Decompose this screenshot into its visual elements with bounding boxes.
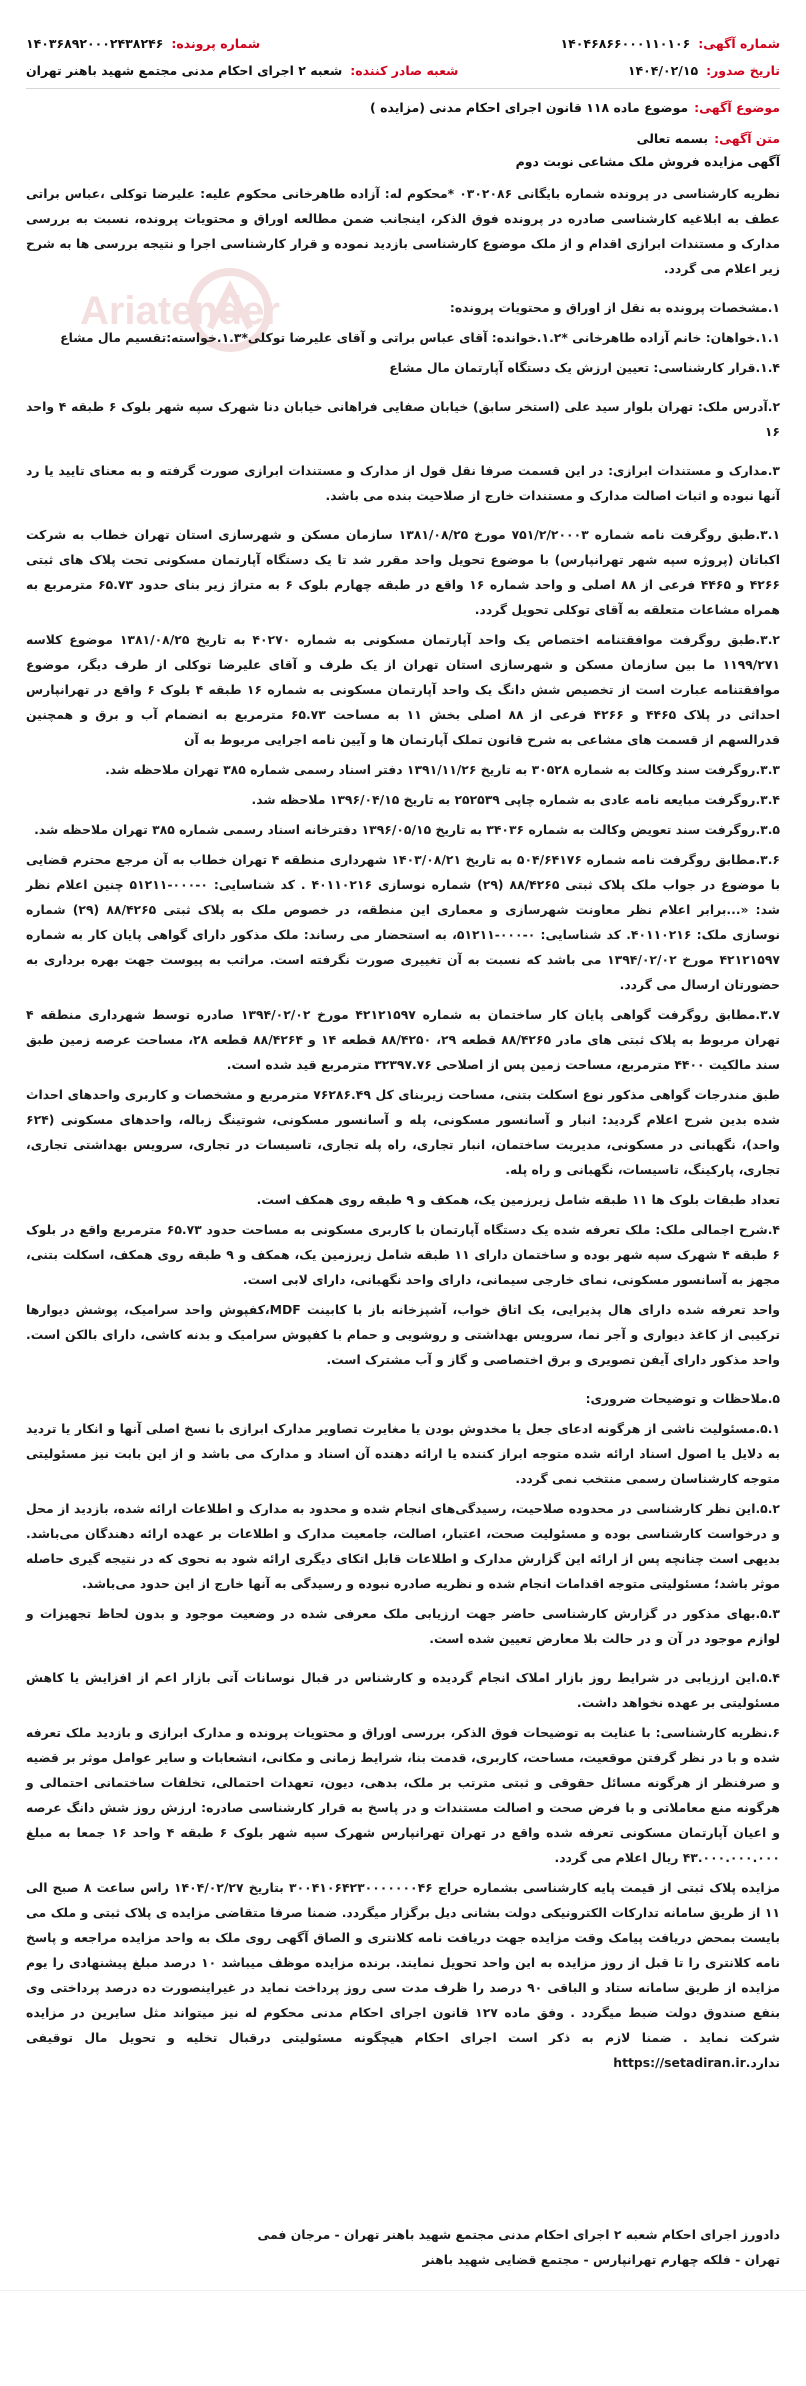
paragraph: ۵.۴.این ارزیابی در شرایط روز بازار املاک انجام گردیده و کارشناس در قبال نوسانات آتی بازار اعم از افزایش یا کاهش مسئولیتی بر عهده نخواهد داشت.: [26, 1670, 780, 1710]
paragraph: ۱.۴.قرار کارشناسی: تعیین ارزش یک دستگاه آپارتمان مال مشاع: [389, 360, 780, 375]
ad-content: [26, 181, 780, 2080]
subject-label: موضوع آگهی:: [694, 100, 780, 115]
issue-date-label: تاریخ صدور:: [706, 63, 780, 78]
issuer: [26, 63, 458, 78]
paragraph: ۳.۲.طبق روگرفت موافقتنامه اختصاص یک واحد آپارتمان مسکونی به شماره ۴۰۲۷۰ به تاریخ ۱۳۸۱/۰۸/۲۵ موضوع کلاسه ۱۱۹۹/۲۷۱ ما بین سازمان مسکن و شهرسازی استان تهران از یک طرف و آقای علیرضا توکلی از طرف دیگر، موضوع موافقتنامه عبارت است از تخصیص شش دانگ یک واحد آپارتمان مسکونی به شماره ۱۶ طبقه ۴ بلوک ۶ واقع در تهرانپارس احداثی در پلاک ۴۴۶۵ و ۴۲۶۶ فرعی از ۸۸ اصلی بخش ۱۱ به مساحت ۶۵.۷۳ مترمربع به انضمام آب و برق و همچنین قدرالسهم از قسمت های مشاعی به شرح قانون تملک آپارتمان ها و آیین نامه اجرایی مربوط به آن: [26, 632, 781, 747]
paragraph: ۳.۷.مطابق روگرفت گواهی پایان کار ساختمان به شماره ۴۲۱۲۱۵۹۷ مورخ ۱۳۹۴/۰۲/۰۲ صادره توسط شهرداری منطقه ۴ تهران مربوط به پلاک ثبتی های مادر ۸۸/۴۲۶۵ قطعه ۲۹، ۸۸/۴۲۵۰ قطعه ۱۴ و ۸۸/۴۲۶۴ قطعه ۲۸، مساحت عرصه زمین طبق سند مالکیت ۴۴۰۰ مترمربع، مساحت زمین پس از اصلاحی ۳۲۳۹۷.۷۶ مترمربع قید شده است.: [26, 1007, 780, 1072]
paragraph: ۳.۴.روگرفت مبایعه نامه عادی به شماره چاپی ۲۵۲۵۳۹ به تاریخ ۱۳۹۶/۰۴/۱۵ ملاحظه شد.: [251, 792, 780, 807]
body-opening: بسمه تعالی: [636, 131, 709, 146]
ad-body-label: [26, 131, 780, 146]
paragraph: ۳.۱.طبق روگرفت نامه شماره ۷۵۱/۲/۲۰۰۰۳ مورخ ۱۳۸۱/۰۸/۲۵ سازمان مسکن و شهرسازی استان تهران خطاب به شرکت اکباتان (پروژه سپه شهر تهرانپارس) با موضوع تحویل واحد مقرر شد تا یک دستگاه آپارتمان مسکونی تحت پلاک های ثبتی ۴۲۶۶ و ۴۴۶۵ فرعی از ۸۸ اصلی و واحد شماره ۱۶ واقع در طبقه چهارم بلوک ۶ به متراژ زیر بنای حدود ۶۵.۷۳ مترمربع به همراه مشاعات متعلقه به آقای توکلی تحویل گردد.: [26, 527, 781, 617]
paragraph: طبق مندرجات گواهی مذکور نوع اسکلت بتنی، مساحت زیربنای کل ۷۶۲۸۶.۴۹ مترمربع و مشخصات و کاربری واحدهای احداث شده بدین شرح اعلام گردید: انبار و آسانسور مسکونی، پله و آسانسور مسکونی، شوتینگ زباله، واحدهای مسکونی (۶۲۴ واحد)، نگهبانی در مسکونی، مدیریت ساختمان، انبار تجاری، راه پله تجاری، تاسیسات در تجاری، سرویس بهداشتی تجاری، تجاری، پارکینگ، تاسیسات، نگهبانی و راه پله.: [26, 1087, 780, 1177]
issue-date-value: ۱۴۰۴/۰۲/۱۵: [627, 63, 699, 78]
paragraph: ۶.نظریه کارشناسی: با عنایت به توضیحات فوق الذکر، بررسی اوراق و محتویات پرونده و مدارک ابرازی و بازدید ملک تعرفه شده و با در نظر گرفتن موقعیت، مساحت، کاربری، قدمت بنا، شرایط زمانی و مکانی، انشعابات و سایر عوامل موثر بر قضیه و صرفنظر از هرگونه مسائل حقوقی و ثبتی مترتب بر ملک، بدهی، دیون، تعهدات احتمالی، تخلفات ساختمانی احتمالی و هرگونه منع معاملاتی و با فرض صحت و اصالت مستندات و در پاسخ به قرار کارشناسی صادره: ارزش روز شش دانگ عرصه و اعیان آپارتمان مسکونی تعرفه شده واقع در تهران تهرانپارس شهرک سپه شهر بلوک ۶ طبقه ۴ واحد ۱۶ جمعا به مبلغ ۴۳.۰۰۰.۰۰۰.۰۰۰ ریال اعلام می گردد.: [26, 1725, 780, 1865]
issuer-label: شعبه صادر کننده:: [350, 63, 459, 78]
paragraph: ۳.۳.روگرفت سند وکالت به شماره ۳۰۵۲۸ به تاریخ ۱۳۹۱/۱۱/۲۶ دفتر اسناد رسمی شماره ۳۸۵ تهران ملاحظه شد.: [105, 762, 780, 777]
paragraph: ۲.آدرس ملک: تهران بلوار سید علی (استخر سابق) خیابان صفایی فراهانی خیابان دنا شهرک سپه شهر بلوک ۶ طبقه ۴ واحد ۱۶: [26, 399, 781, 439]
paragraph: واحد تعرفه شده دارای هال پذیرایی، یک اتاق خواب، آشپزخانه باز با کابینت MDF،کفپوش واحد سرامیک، پوشش دیوارها ترکیبی از کاغذ دیواری و آجر نما، سرویس بهداشتی و روشویی و حمام با کفپوش سرامیک و بدنه کاشی، دارای بالکن است. واحد مذکور دارای آیفن تصویری و برق اختصاصی و گاز و آب مشترک است.: [26, 1302, 780, 1367]
paragraph: ۱.مشخصات پرونده به نقل از اوراق و محتویات پرونده:: [449, 300, 780, 315]
ad-number-value: ۱۴۰۴۶۸۶۶۰۰۰۱۱۰۱۰۶: [560, 36, 691, 51]
paragraph: ۵.۳.بهای مذکور در گزارش کارشناسی حاضر جهت ارزیابی ملک معرفی شده در وضعیت موجود و بدون لحاظ تجهیزات و لوازم موجود در آن و در حالت بلا معارض تعیین شده است.: [26, 1606, 780, 1646]
ad-number-label: شماره آگهی:: [698, 36, 780, 51]
subject-value: موضوع ماده ۱۱۸ قانون اجرای احکام مدنی (مزایده ): [370, 100, 689, 115]
watermark-text: Ariatender: [79, 289, 280, 333]
paragraph: نظریه کارشناسی در پرونده شماره بایگانی ۰۳۰۲۰۸۶ *محکوم له: آزاده طاهرخانی محکوم علیه: علیرضا توکلی ،عباس براتی عطف به ابلاغیه کارشناسی صادره در پرونده فوق الذکر، اینجانب ضمن مطالعه اوراق و محتویات پرونده، نسبت به بررسی مدارک و مستندات ابرازی اقدام و از ملک موضوع کارشناسی بازدید نموده و قرار کارشناسی اجرا و نتیجه بررسی ها به شرح زیر اعلام می گردد.: [26, 186, 780, 276]
header-row-2: [26, 57, 780, 84]
ad-subject: [26, 100, 780, 115]
header-row-1: [26, 30, 780, 57]
signature-line-2: تهران - فلکه چهارم تهرانپارس - مجتمع قضایی شهید باهنر: [422, 2252, 780, 2267]
header-divider: [26, 88, 780, 89]
ad-number: [410, 36, 780, 51]
file-number-label: شماره پرونده:: [171, 36, 261, 51]
ad-title: آگهی مزایده فروش ملک مشاعی نوبت دوم: [515, 154, 780, 169]
paragraph: ۵.۱.مسئولیت ناشی از هرگونه ادعای جعل یا مخدوش بودن یا مغایرت تصاویر مدارک ابرازی با نسخ اصلی آنها و انکار یا تردید به دلایل یا اصول اسناد ارائه شده متوجه ابراز کننده یا ارائه دهنده آن اسناد و مدارک می باشد و از این بابت نیز مسئولیتی متوجه کارشناسان رسمی منتخب نمی گردد.: [26, 1421, 780, 1486]
paragraph: ۴.شرح اجمالی ملک: ملک تعرفه شده یک دستگاه آپارتمان با کاربری مسکونی به مساحت حدود ۶۵.۷۳ مترمربع واقع در بلوک ۶ طبقه ۴ شهرک سپه شهر بوده و ساختمان دارای ۱۱ طبقه شامل زیرزمین یک، همکف و ۹ طبقه روی همکف، اسکلت بتنی، مجهز به آسانسور مسکونی، نمای خارجی سیمانی، دارای واحد نگهبانی، دارای لابی است.: [26, 1222, 780, 1287]
paragraph: ۳.۵.روگرفت سند تعویض وکالت به شماره ۳۴۰۳۶ به تاریخ ۱۳۹۶/۰۵/۱۵ دفترخانه اسناد رسمی شماره ۳۸۵ تهران ملاحظه شد.: [34, 822, 780, 837]
paragraph: ۱.۱.خواهان: خانم آزاده طاهرخانی *۱.۲.خوانده: آقای عباس براتی و آقای علیرضا توکلی*۱.۳.خواسته:تقسیم مال مشاع: [60, 330, 780, 345]
paragraph: ۳.۶.مطابق روگرفت نامه شماره ۵۰۴/۶۴۱۷۶ به تاریخ ۱۴۰۳/۰۸/۲۱ شهرداری منطقه ۴ تهران خطاب به آن مرجع محترم قضایی با موضوع در جواب ملک پلاک ثبتی ۸۸/۴۲۶۵ (۲۹) شماره نوسازی ۴۰۱۱۰۲۱۶ . کد شناسایی: ۰-۰۰۰-۵۱۲۱۱ چنین اعلام نظر شد: «...برابر اعلام نظر معاونت شهرسازی و معماری این منطقه، در خصوص ملک به پلاک ثبتی ۸۸/۴۲۶۵ (۲۹) شماره نوسازی ملک: ۴۰۱۱۰۲۱۶. کد شناسایی: ۰-۰۰۰-۵۱۲۱۱، به استحضار می رساند: ملک مذکور دارای گواهی پایان کار به شماره ۴۲۱۲۱۵۹۷ مورخ ۱۳۹۴/۰۲/۰۲ می باشد که نسبت به آن تغییری صورت نگرفته است. مراتب به پیوست جهت بهره برداری به حضورتان ارسال می گردد.: [26, 852, 781, 992]
body-label: متن آگهی:: [714, 131, 780, 146]
paragraph: ۵.۲.این نظر کارشناسی در محدوده صلاحیت، رسیدگی‌های انجام شده و محدود به مدارک و اطلاعات ارائه شده، بازدید از محل و درخواست کارشناسی بوده و مسئولیت صحت، اعتبار، اصالت، جامعیت مدارک و اطلاعات بر عهده ارائه دهندگان می‌باشد. بدیهی است چنانچه پس از ارائه این گزارش مدارک و اطلاعات قابل اتکای دیگری ارائه شود به نحوی که در نتیجه گیری حاصله موثر باشد؛ مسئولیتی متوجه اقدامات انجام شده و نظریه صادره نبوده و رسیدگی به آنها خارج از این حدود می‌باشد.: [26, 1501, 780, 1591]
file-number: [26, 36, 260, 51]
paragraph: ۳.مدارک و مستندات ابرازی: در این قسمت صرفا نقل قول از مدارک و مستندات ابرازی صورت گرفته و به معنای تایید یا رد آنها نبوده و اثبات اصالت مدارک و مستندات خارج از صلاحیت بنده می باشد.: [26, 463, 780, 503]
bottom-divider: [0, 2290, 806, 2291]
issuer-value: شعبه ۲ اجرای احکام مدنی مجتمع شهید باهنر تهران: [26, 63, 343, 78]
ad-header: [26, 30, 780, 92]
paragraph: ۵.ملاحظات و توضیحات ضروری:: [585, 1391, 780, 1406]
signature-line-1: دادورز اجرای احکام شعبه ۲ اجرای احکام مدنی مجتمع شهید باهنر تهران - مرجان فمی: [257, 2227, 780, 2242]
paragraph: مزایده پلاک ثبتی از قیمت پایه کارشناسی بشماره حراج ۳۰۰۴۱۰۶۴۲۳۰۰۰۰۰۰۰۴۶ بتاریخ ۱۴۰۴/۰۲/۲۷ راس ساعت ۸ صبح الی ۱۱ از طریق سامانه تدارکات الکترونیکی دولت بشانی دیل برگزار میگردد. ضمنا صرفا متقاضی مزایده ی پلاک ثبتی و ملک می بایست بمحض دریافت پیامک وقت مزایده جهت دریافت نامه کلانتری و الصاق آگهی روی ملک به واحد مزایده مراجعه و پاسخ نامه کلانتری را تا قبل از روز مزایده به این واحد تحویل نمایند. برنده مزایده موظف میباشد ۱۰ درصد مبلغ پیشنهادی را یوم مزایده از طریق سامانه ستاد و الباقی ۹۰ درصد را ظرف مدت سی روز پرداخت نماید در غیراینصورت ده درصد پرداختی وی بنفع صندوق دولت ضبط میگردد . وفق ماده ۱۲۷ قانون اجرای احکام مدنی محکوم له نیز میتواند مثل سایرین در مزایده شرکت نماید . ضمنا لازم به ذکر است اجرای احکام هیچگونه مسئولیتی درقبال تخلیه و تحویل مال توقیفی ندارد.https://setadiran.ir: [26, 1880, 780, 2070]
paragraph: تعداد طبقات بلوک ها ۱۱ طبقه شامل زیرزمین یک، همکف و ۹ طبقه روی همکف است.: [256, 1192, 780, 1207]
ad-signature: [26, 2222, 780, 2272]
issue-date: [458, 63, 780, 78]
file-number-value: ۱۴۰۳۶۸۹۲۰۰۰۲۴۳۸۲۴۶: [26, 36, 164, 51]
